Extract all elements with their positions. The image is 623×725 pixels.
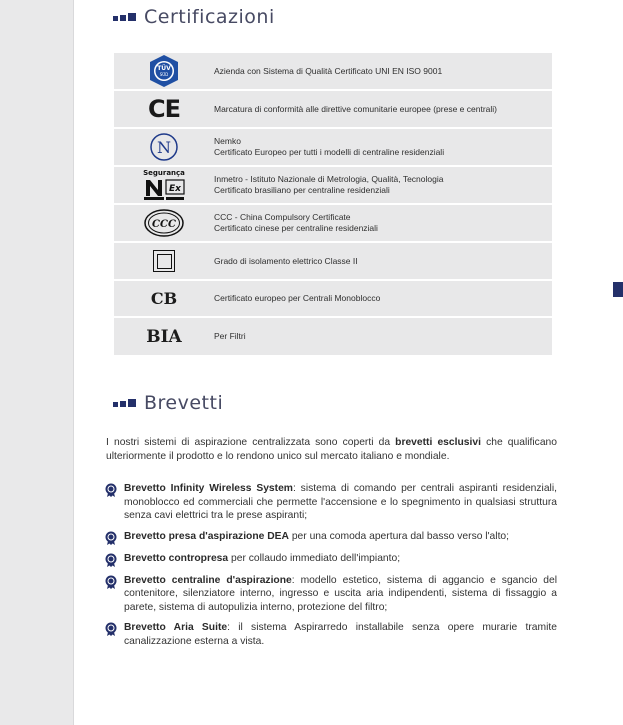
- cert-description: CCC - China Compulsory Certificate Certificato cinese per centraline residenziali: [214, 212, 378, 233]
- award-badge-icon: [104, 622, 118, 636]
- heading-squares-icon: [113, 399, 138, 407]
- tuv-sud-logo-icon: [114, 54, 214, 88]
- cert-row: [114, 243, 552, 281]
- cert-row: [114, 53, 552, 91]
- svg-text:SÜD: SÜD: [159, 72, 169, 77]
- ccc-logo-icon: [114, 208, 214, 238]
- patents-heading: [113, 392, 223, 414]
- cert-description: Marcatura di conformità alle direttive comunitarie europee (prese e centrali): [214, 103, 497, 114]
- patents-intro: I nostri sistemi di aspirazione centralizzata sono coperti da brevetti esclusivi che qualificano ulteriormente il prodotto e lo rendono unico sul mercato italiano e mondiale.: [106, 437, 558, 462]
- cert-description: Nemko Certificato Europeo per tutti i modelli di centraline residenziali: [214, 136, 445, 157]
- nemko-logo-icon: [114, 132, 214, 162]
- page-marker: [613, 282, 623, 297]
- left-sidebar: [0, 0, 74, 725]
- cert-row: [114, 91, 552, 129]
- svg-text:Segurança: Segurança: [143, 169, 185, 177]
- cert-description: Grado di isolamento elettrico Classe II: [214, 255, 358, 266]
- cert-description: Azienda con Sistema di Qualità Certificato UNI EN ISO 9001: [214, 65, 443, 76]
- list-item: Brevetto presa d'aspirazione DEA per una comoda apertura dal basso verso l'alto;: [104, 530, 557, 545]
- cert-description: Certificato europeo per Centrali Monoblocco: [214, 293, 381, 303]
- cert-row: [114, 129, 552, 167]
- certifications-table: [114, 53, 552, 355]
- cert-description: Inmetro - Istituto Nazionale di Metrologia, Qualità, Tecnologia Certificato brasiliano per centraline residenziali: [214, 174, 444, 195]
- cert-row: [114, 281, 552, 318]
- award-badge-icon: [104, 531, 118, 545]
- cb-logo-icon: CB: [150, 289, 178, 308]
- list-item: Brevetto Infinity Wireless System: sistema di comando per centrali aspiranti residenziali, monoblocco ed commerciali che permette l'accensione e lo spegnimento in qualsiasi struttura senza cavi elettrici tra le prese aspiranti;: [104, 482, 557, 523]
- inmetro-logo-icon: [114, 168, 214, 202]
- certifications-title: Certificazioni: [144, 6, 275, 28]
- cert-row: [114, 205, 552, 243]
- svg-text:Ex: Ex: [169, 184, 181, 194]
- heading-squares-icon: [113, 13, 138, 21]
- svg-text:CCC: CCC: [152, 219, 176, 230]
- list-item: Brevetto Aria Suite: il sistema Aspirarredo installabile senza opere murarie tramite canalizzazione esterna a vista.: [104, 621, 557, 648]
- class-ii-symbol-icon: [114, 250, 214, 272]
- cert-row: [114, 318, 552, 355]
- svg-text:TÜV: TÜV: [157, 65, 171, 72]
- list-item: Brevetto centraline d'aspirazione: modello estetico, sistema di aggancio e sgancio del contenitore, silenziatore interno, ingresso e uscita aria indipendenti, sistema di fissaggio a parete, sistema di autopulizia interno, protezione del filtro;: [104, 574, 557, 615]
- list-item: Brevetto contropresa per collaudo immediato dell'impianto;: [104, 552, 557, 567]
- award-badge-icon: [104, 553, 118, 567]
- patents-title: Brevetti: [144, 392, 224, 414]
- cert-row: [114, 167, 552, 205]
- ce-mark-icon: CE: [147, 95, 180, 123]
- award-badge-icon: [104, 575, 118, 589]
- cert-description: Per Filtri: [214, 331, 246, 341]
- certifications-heading: [113, 6, 275, 28]
- award-badge-icon: [104, 483, 118, 497]
- svg-text:N: N: [157, 138, 171, 157]
- bia-logo-icon: BIA: [146, 326, 182, 347]
- patents-list: [104, 482, 557, 655]
